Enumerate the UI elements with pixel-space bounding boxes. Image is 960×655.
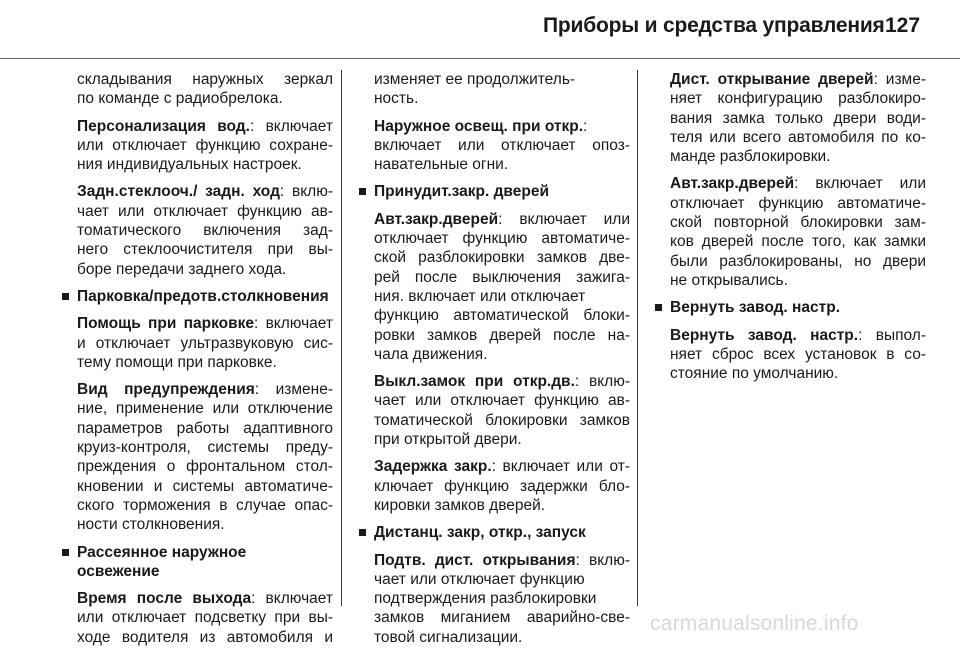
page-number: 127 bbox=[885, 14, 921, 37]
text-line: чает или отключает функцию ав- bbox=[77, 202, 333, 220]
text-line: стояние по умолчанию. bbox=[670, 365, 839, 383]
setting-term-suffix: : bbox=[583, 117, 588, 135]
text-line: круиз-контроля, системы преду- bbox=[77, 439, 333, 457]
text-line bbox=[77, 182, 333, 201]
setting-term-suffix: : вклю- bbox=[575, 551, 630, 569]
text-line: чает или отключает функцию ав- bbox=[374, 392, 630, 410]
text-line: навательные огни. bbox=[374, 156, 509, 174]
text-line: ской повторной блокировки зам- bbox=[670, 214, 926, 232]
setting-description bbox=[374, 372, 630, 449]
text-line bbox=[374, 551, 630, 570]
text-line bbox=[374, 372, 630, 391]
text-line: томатического включения зад- bbox=[77, 222, 333, 240]
text-line: отключает функцию автоматиче- bbox=[670, 194, 926, 212]
setting-description bbox=[77, 182, 333, 278]
setting-term-suffix: : включает или от- bbox=[491, 458, 630, 476]
setting-term: Задержка закр. bbox=[374, 458, 492, 476]
setting-term: Выкл.замок при откр.дв. bbox=[374, 373, 575, 391]
page-header-title: Приборы и средства управления bbox=[543, 14, 885, 37]
bullet-heading bbox=[374, 523, 630, 542]
text-line bbox=[77, 117, 333, 136]
text-line bbox=[374, 117, 630, 136]
text-line: ского торможения в случае опас- bbox=[77, 496, 333, 514]
text-line: или отключает подсветку при вы- bbox=[77, 609, 333, 627]
text-line: включает или отключает опоз- bbox=[374, 136, 630, 154]
setting-term: Авт.закр.дверей bbox=[374, 210, 499, 228]
text-line: чала движения. bbox=[374, 345, 488, 363]
bullet-heading-text: Дистанц. закр, откр., запуск bbox=[374, 524, 586, 542]
text-line: ской разблокировки замков две- bbox=[374, 249, 630, 267]
setting-term: Задн.стеклооч./ задн. ход bbox=[77, 183, 280, 201]
paragraph bbox=[77, 70, 333, 109]
bullet-heading bbox=[670, 298, 926, 317]
text-line: вания замка только двери води- bbox=[670, 109, 926, 127]
setting-term: Время после выхода bbox=[77, 590, 252, 608]
setting-term-suffix: : вклю- bbox=[574, 373, 630, 391]
setting-term-suffix: : включает bbox=[251, 590, 333, 608]
setting-term-suffix: : включает или bbox=[498, 210, 630, 228]
text-line: ние, применение или отключение bbox=[77, 400, 333, 418]
setting-description bbox=[374, 117, 630, 175]
setting-term: Помощь при парковке bbox=[77, 315, 254, 333]
square-bullet-icon bbox=[359, 188, 366, 195]
text-line: рей после выключения зажига- bbox=[374, 268, 630, 286]
text-line bbox=[670, 326, 926, 345]
square-bullet-icon bbox=[655, 304, 662, 311]
text-line: него стеклоочистителя при вы- bbox=[77, 241, 333, 259]
setting-description bbox=[77, 314, 333, 372]
text-line: не открывались. bbox=[670, 271, 788, 289]
setting-term: Вид предупреждения bbox=[77, 381, 255, 399]
text-line: ключает функцию задержки бло- bbox=[374, 477, 630, 495]
bullet-heading-text: Принудит.закр. дверей bbox=[374, 183, 549, 201]
text-column-1 bbox=[77, 70, 333, 655]
text-line bbox=[77, 589, 333, 608]
text-line: ния. включает или отключает bbox=[374, 287, 586, 305]
column-divider-1 bbox=[341, 70, 342, 606]
setting-term-suffix: : изме- bbox=[873, 71, 926, 88]
setting-description bbox=[670, 174, 926, 290]
header-divider bbox=[0, 58, 960, 59]
text-line: параметров работы адаптивного bbox=[77, 419, 333, 437]
text-line: преждения о фронтальном стол- bbox=[77, 458, 333, 476]
setting-term: Вернуть завод. настр. bbox=[670, 326, 859, 344]
text-line: функцию автоматической блоки- bbox=[374, 307, 630, 325]
bullet-heading bbox=[374, 182, 630, 201]
text-column-3 bbox=[670, 70, 926, 391]
text-line bbox=[374, 457, 630, 476]
text-line: и отключает ультразвуковую сис- bbox=[77, 334, 333, 352]
column-divider-2 bbox=[637, 70, 638, 606]
text-line: манде разблокировки. bbox=[670, 148, 831, 166]
text-line: теля или всего автомобиля по ко- bbox=[670, 128, 926, 146]
text-line: няет конфигурацию разблокиро- bbox=[670, 90, 926, 108]
text-line: замков миганием аварийно-све- bbox=[374, 609, 630, 627]
text-line: подтверждения разблокировки bbox=[374, 590, 597, 608]
text-line: тему помощи при парковке. bbox=[77, 353, 277, 371]
setting-term: Дист. открывание дверей bbox=[670, 71, 874, 88]
square-bullet-icon bbox=[62, 293, 69, 300]
text-line: томатической блокировки замков bbox=[374, 411, 630, 429]
text-line: чает или отключает функцию bbox=[374, 570, 585, 588]
text-line: при открытой двери. bbox=[374, 431, 522, 449]
text-line: кновении и системы автоматиче- bbox=[77, 477, 333, 495]
setting-term-suffix: : включает bbox=[249, 117, 333, 135]
text-line: ния индивидуальных настроек. bbox=[77, 156, 302, 174]
setting-description bbox=[77, 117, 333, 175]
text-line bbox=[670, 70, 926, 89]
setting-description bbox=[374, 210, 630, 364]
bullet-heading-text: Рассеянное наружное bbox=[77, 543, 247, 561]
text-column-2 bbox=[374, 70, 630, 655]
setting-term-suffix: : включает или bbox=[794, 175, 926, 193]
text-line: няет сброс всех установок в со- bbox=[670, 345, 926, 363]
setting-description bbox=[77, 380, 333, 534]
setting-term: Персонализация вод. bbox=[77, 117, 250, 135]
bullet-heading bbox=[77, 543, 333, 582]
watermark-text: carmanualsonline.info bbox=[650, 612, 859, 635]
bullet-heading bbox=[77, 287, 333, 306]
paragraph bbox=[374, 70, 630, 109]
bullet-heading-text: освежение bbox=[77, 562, 160, 580]
text-line: боре передачи заднего хода. bbox=[77, 260, 287, 278]
text-line: складывания наружных зеркал bbox=[77, 71, 333, 88]
text-line bbox=[77, 314, 333, 333]
text-line: ность. bbox=[374, 90, 419, 108]
setting-description bbox=[374, 551, 630, 647]
setting-description bbox=[670, 70, 926, 166]
text-line bbox=[77, 380, 333, 399]
setting-description bbox=[374, 457, 630, 515]
setting-term: Подтв. дист. открывания bbox=[374, 551, 576, 569]
setting-term-suffix: : включает bbox=[254, 315, 333, 333]
text-line bbox=[374, 210, 630, 229]
setting-description bbox=[77, 589, 333, 647]
text-line: кировки замков дверей. bbox=[374, 496, 546, 514]
square-bullet-icon bbox=[62, 549, 69, 556]
text-line: отключает функцию автоматиче- bbox=[374, 230, 630, 248]
bullet-heading-text: Парковка/предотв.столкновения bbox=[77, 287, 329, 305]
setting-term-suffix: : вклю- bbox=[279, 183, 333, 201]
setting-term: Наружное освещ. при откр. bbox=[374, 117, 584, 135]
text-line: по команде с радиобрелока. bbox=[77, 90, 283, 108]
text-line: изменяет ее продолжитель- bbox=[374, 71, 576, 88]
text-line: ности столкновения. bbox=[77, 516, 225, 534]
text-line: товой сигнализации. bbox=[374, 628, 523, 646]
text-line: ходе водителя из автомобиля и bbox=[77, 628, 333, 646]
bullet-heading-text: Вернуть завод. настр. bbox=[670, 299, 841, 317]
text-line: ровки замков дверей после на- bbox=[374, 326, 630, 344]
setting-description bbox=[670, 326, 926, 384]
setting-term-suffix: : выпол- bbox=[858, 326, 926, 344]
square-bullet-icon bbox=[359, 529, 366, 536]
text-line: или отключает функцию сохране- bbox=[77, 136, 333, 154]
text-line: ков дверей после того, как замки bbox=[670, 233, 926, 251]
text-line: были разблокированы, но двери bbox=[670, 252, 926, 270]
text-line bbox=[670, 174, 926, 193]
setting-term-suffix: : измене- bbox=[254, 381, 333, 399]
setting-term: Авт.закр.дверей bbox=[670, 175, 795, 193]
